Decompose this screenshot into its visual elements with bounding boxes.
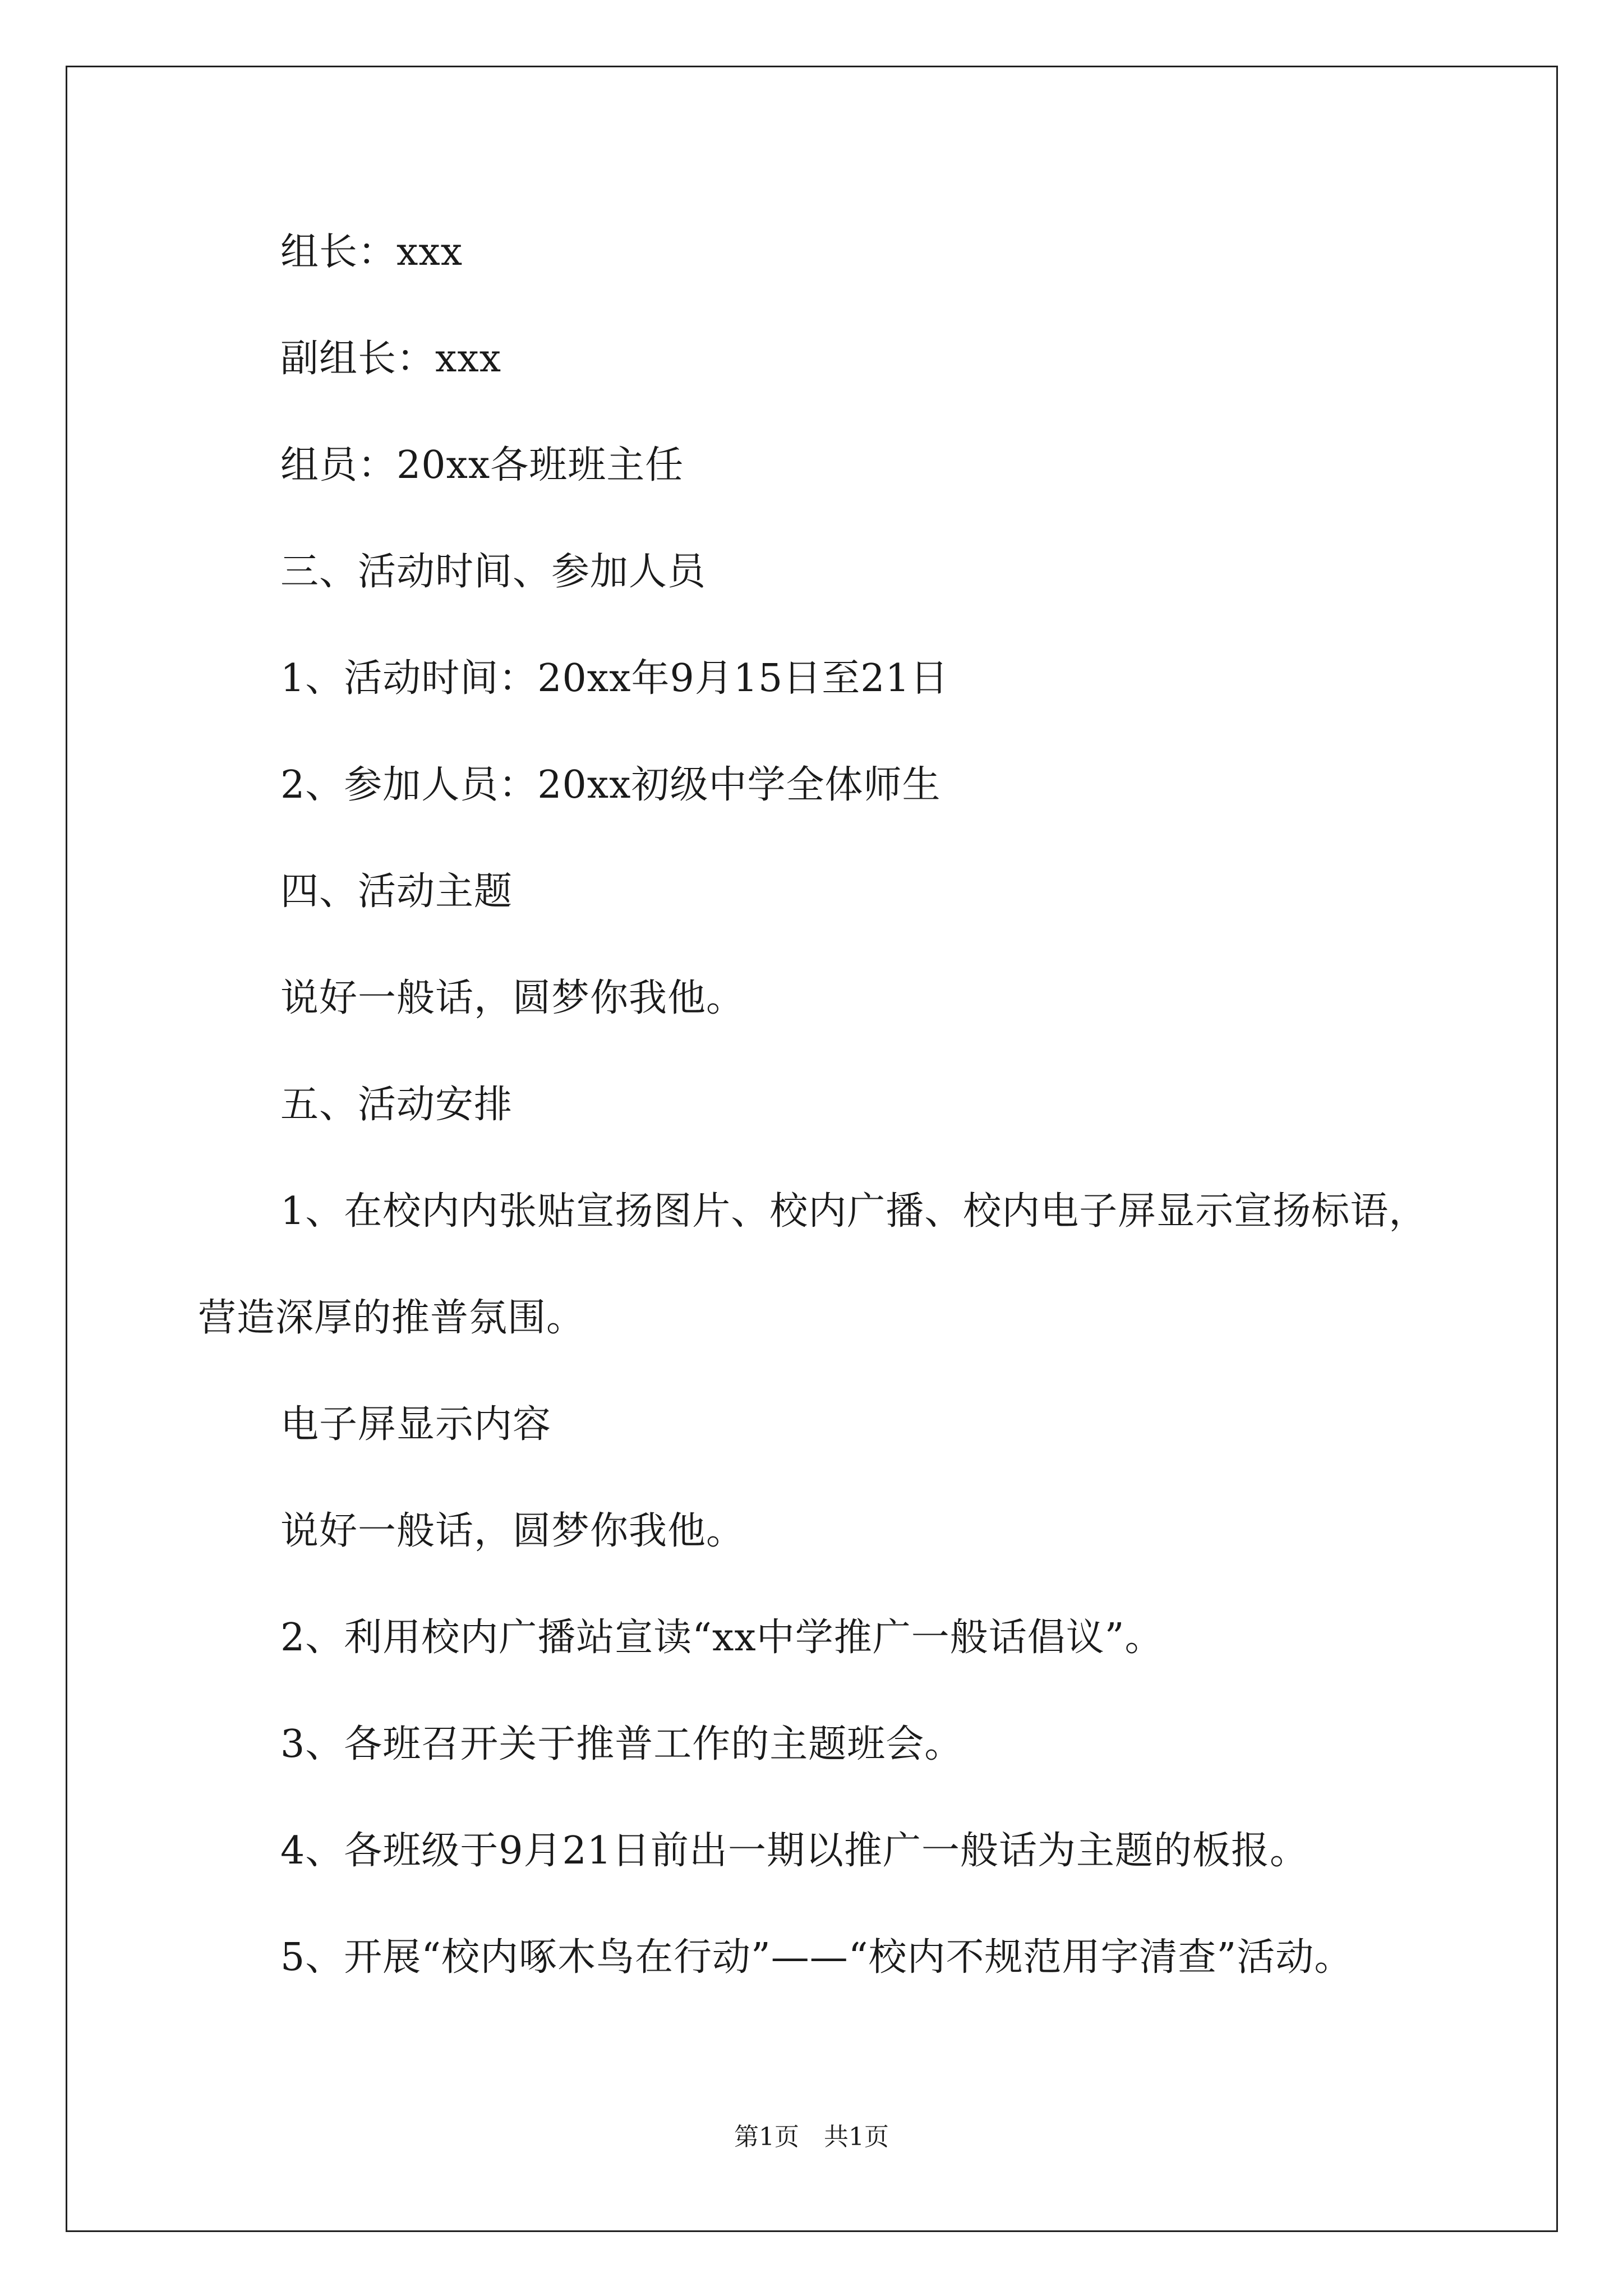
text-line: 4、各班级于9月21日前出一期以推广一般话为主题的板报。 xyxy=(280,1829,1309,1873)
page-border xyxy=(66,66,1558,2232)
section-heading: 四、活动主题 xyxy=(280,869,513,914)
text-line: 2、参加人员：20xx初级中学全体师生 xyxy=(280,763,941,807)
text-line: 3、各班召开关于推普工作的主题班会。 xyxy=(280,1722,963,1766)
text-line: 营造深厚的推普氛围。 xyxy=(198,1296,585,1340)
text-line: 说好一般话，圆梦你我他。 xyxy=(280,1509,745,1553)
text-line: 说好一般话，圆梦你我他。 xyxy=(280,976,745,1020)
text-line: 组员：20xx各班班主任 xyxy=(280,443,684,487)
text-line: 组长：xxx xyxy=(280,230,463,274)
text-line: 5、开展“校内啄木鸟在行动”——“校内不规范用字清查”活动。 xyxy=(280,1935,1353,1980)
page-footer: 第1页 共1页 xyxy=(734,2123,889,2151)
text-line: 2、利用校内广播站宣读“xx中学推广一般话倡议”。 xyxy=(280,1616,1164,1660)
section-heading: 三、活动时间、参加人员 xyxy=(280,550,707,594)
section-heading: 五、活动安排 xyxy=(280,1083,513,1127)
text-line: 电子屏显示内容 xyxy=(280,1402,552,1447)
text-line: 1、在校内内张贴宣扬图片、校内广播、校内电子屏显示宣扬标语， xyxy=(280,1189,1428,1234)
text-line: 副组长：xxx xyxy=(280,337,502,381)
text-line: 1、活动时间：20xx年9月15日至21日 xyxy=(280,656,949,701)
